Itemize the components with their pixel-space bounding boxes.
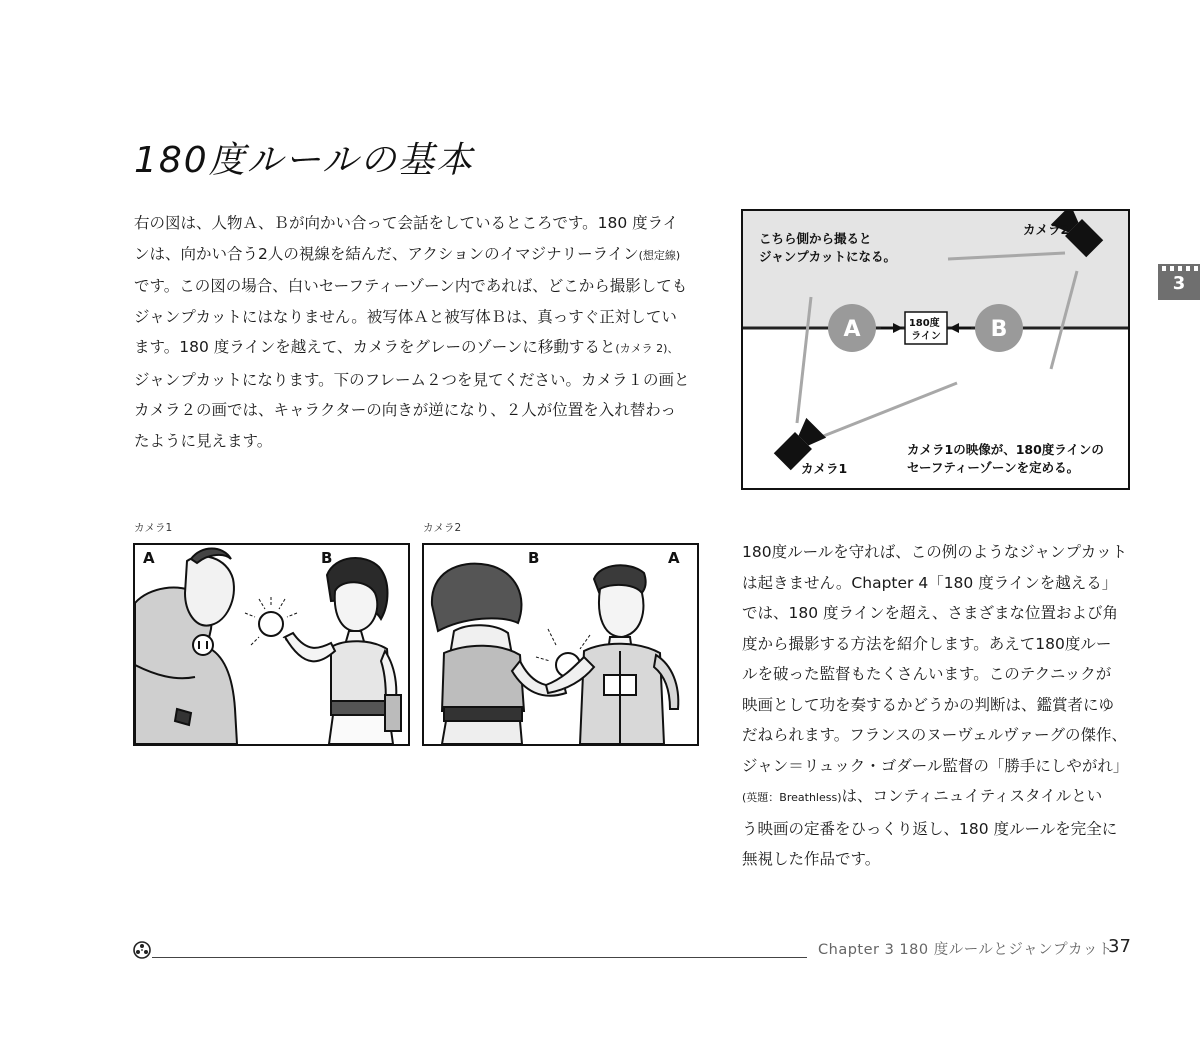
frame-right-label: B [321, 549, 333, 567]
camera1-label: カメラ1 [801, 461, 848, 476]
character-b-front [285, 558, 401, 744]
chapter-tab-number: 3 [1172, 273, 1186, 294]
line-label: 180度 ライン [908, 318, 941, 342]
body-line: (英題：Breathless)は、コンティニュイティスタイルとい [742, 787, 1103, 805]
intro-line: です。この図の場合、白いセーフティーゾーン内であれば、どこから撮影しても [134, 277, 688, 295]
intro-line: たように見えます。 [134, 431, 273, 450]
footer-chapter-title: Chapter 3 180 度ルールとジャンプカット [818, 942, 1113, 958]
intro-line: ジャンプカットになります。下のフレーム２つを見てください。カメラ１の画と [134, 370, 690, 389]
frame-left-label: A [143, 549, 155, 567]
intro-paragraph [134, 208, 690, 456]
subject-a-label: A [843, 317, 861, 342]
camera2-frame [422, 543, 699, 746]
camera1-frame [133, 543, 410, 746]
footer-rule [152, 957, 807, 958]
safe-zone-text: カメラ1の映像が、180度ラインの セーフティーゾーンを定める。 [907, 442, 1104, 475]
body-line: だねられます。フランスのヌーヴェルヴァーグの傑作、 [742, 726, 1128, 744]
body-line: ジャン＝リュック・ゴダール監督の「勝手にしやがれ」 [742, 756, 1129, 775]
camera2-label: カメラ2 [1023, 222, 1070, 237]
page-number: 37 [1108, 936, 1131, 957]
frame-left-label: B [528, 549, 540, 567]
gray-zone-text: こちら側から撮ると ジャンプカットになる。 [759, 231, 897, 264]
body-paragraph [742, 537, 1128, 875]
subject-b-label: B [990, 317, 1008, 342]
film-perforation [1162, 266, 1200, 271]
film-reel-icon [133, 941, 151, 959]
body-line: ルを破った監督もたくさんいます。このテクニックが [742, 665, 1112, 683]
intro-note: (カメラ 2)、 [615, 342, 679, 355]
body-line: 度から撮影する方法を紹介します。あえて180度ルー [742, 634, 1112, 653]
body-line: は起きません。Chapter 4「180 度ラインを越える」 [742, 573, 1118, 592]
chapter-tab [1158, 264, 1200, 300]
frame-caption: カメラ1 [134, 522, 173, 534]
character-a-back [135, 549, 237, 745]
body-line: では、180 度ラインを超え、さまざまな位置および角 [742, 604, 1118, 622]
intro-line: ンは、向かい合う2人の視線を結んだ、アクションのイマジナリーライン(想定線) [134, 244, 681, 263]
body-note: (英題：Breathless) [742, 791, 842, 804]
intro-line: ジャンプカットにはなりません。被写体Ａと被写体Ｂは、真っすぐ正対してい [134, 307, 677, 326]
body-line: 無視した作品です。 [742, 850, 881, 868]
frame-caption: カメラ2 [423, 522, 462, 534]
body-line: 映画として功を奏するかどうかの判断は、鑑賞者にゆ [742, 695, 1115, 714]
intro-line: 右の図は、人物Ａ、Ｂが向かい合って会話をしているところです。180 度ライ [134, 214, 679, 232]
body-line: 180度ルールを守れば、この例のようなジャンプカット [742, 543, 1128, 561]
body-line: う映画の定番をひっくり返し、180 度ルールを完全に [742, 819, 1118, 838]
intro-line: ます。180 度ラインを越えて、カメラをグレーのゾーンに移動すると(カメラ 2)、 [134, 338, 679, 356]
180-degree-diagram [741, 209, 1130, 490]
frame-right-label: A [668, 549, 680, 567]
intro-line: カメラ２の画では、キャラクターの向きが逆になり、２人が位置を入れ替わっ [134, 401, 677, 419]
camera1-sight-line [821, 383, 957, 437]
page-title: 180度ルールの基本 [134, 140, 474, 181]
character-b-back [432, 564, 566, 744]
intro-note: (想定線) [638, 248, 681, 262]
